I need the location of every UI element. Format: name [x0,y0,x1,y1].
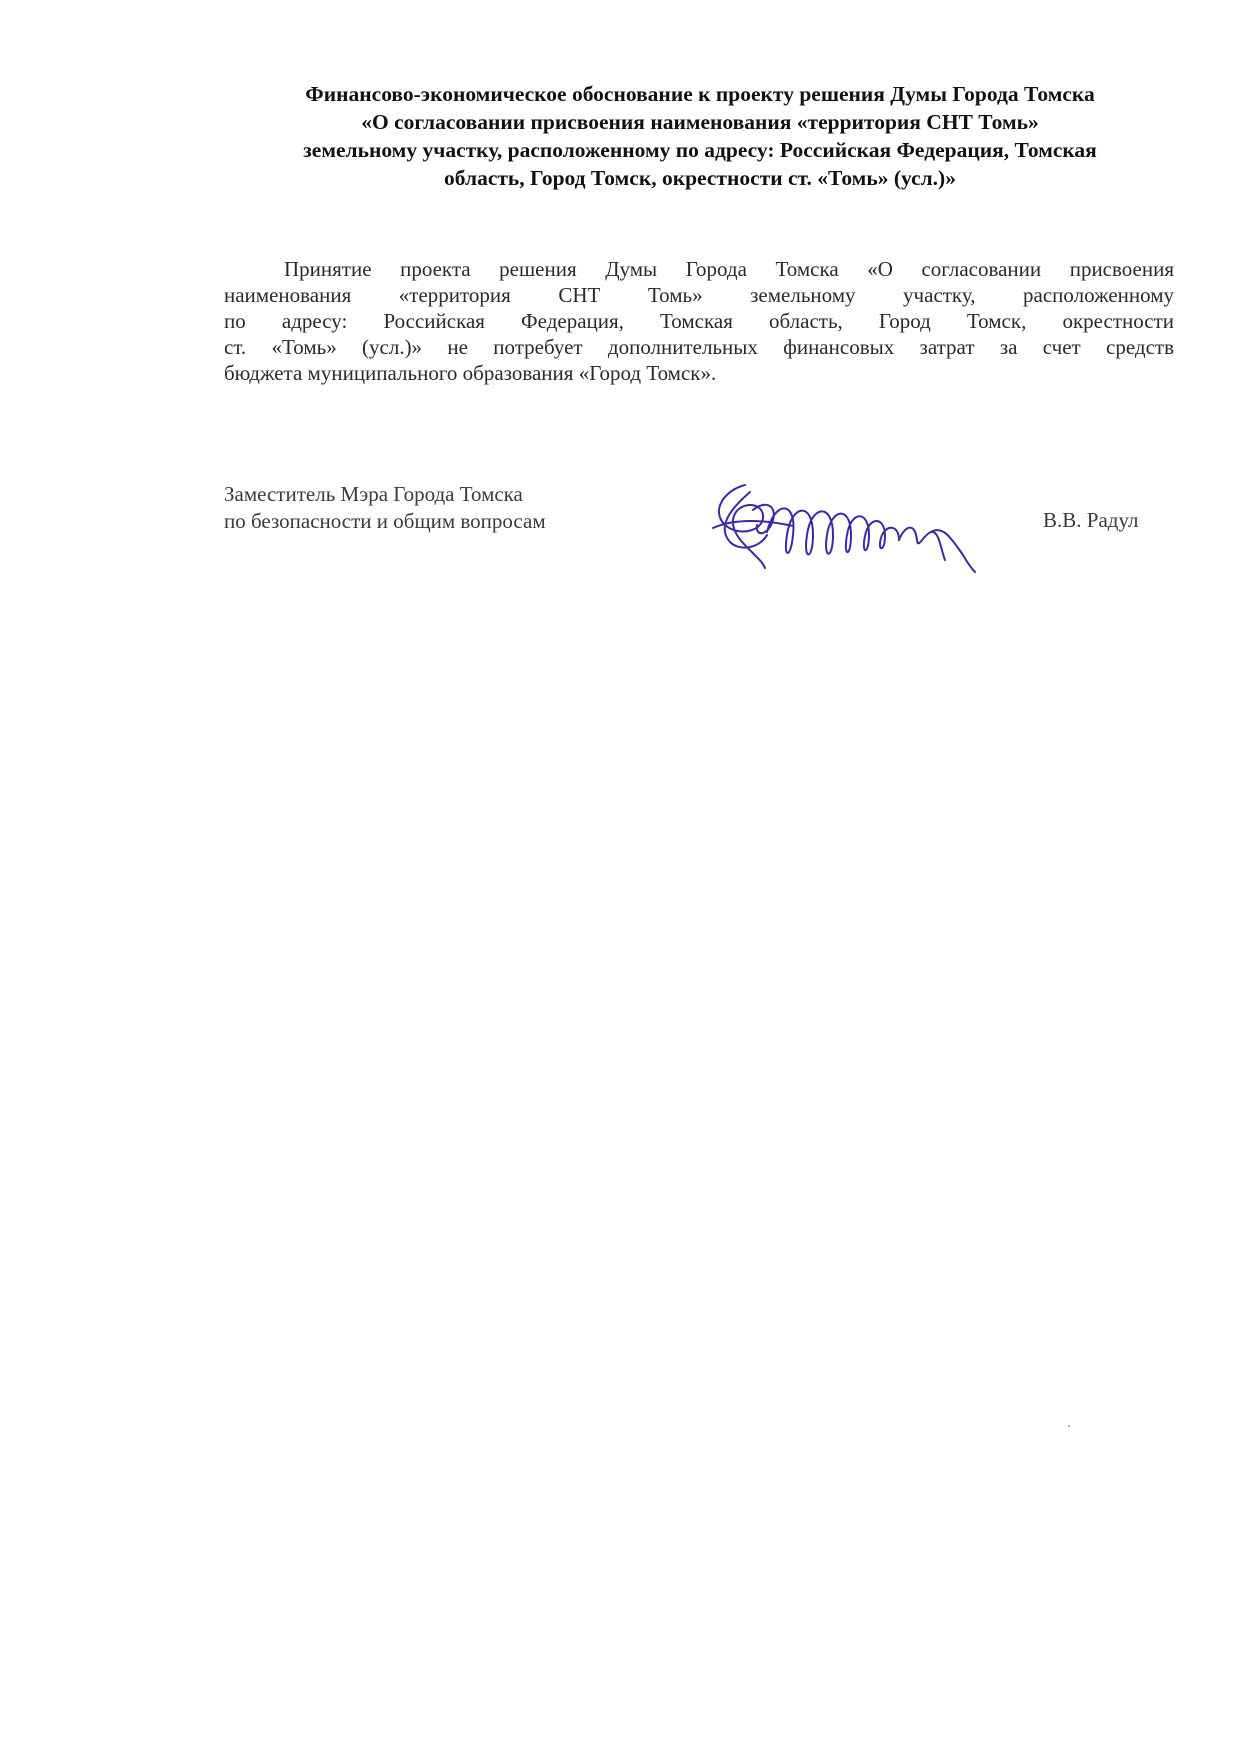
signer-position [224,481,546,535]
title-line: земельному участку, расположенному по адресу: Российская Федерация, Томская [303,138,1097,162]
signer-position-line: по безопасности и общим вопросам [224,509,546,533]
signer-position-line: Заместитель Мэра Города Томска [224,482,523,506]
body-line: наименования «территория СНТ Томь» земельному участку, расположенному [224,283,1174,307]
body-line: ст. «Томь» (усл.)» не потребует дополнительных финансовых затрат за счет средств [224,335,1174,359]
title-line: Финансово-экономическое обоснование к проекту решения Думы Города Томска [305,82,1095,106]
body-line: по адресу: Российская Федерация, Томская область, Город Томск, окрестности [224,309,1174,333]
handwritten-signature [705,480,1005,575]
signature-stroke [767,508,899,554]
body-line: Принятие проекта решения Думы Города Томска «О согласовании присвоения [284,257,1174,281]
scan-speck [1068,1425,1070,1427]
document-title [220,80,1180,192]
signature-stroke [899,528,945,560]
signature-stroke [725,492,767,548]
signer-name: В.В. Радул [1043,508,1139,532]
title-line: область, Город Томск, окрестности ст. «Томь» (усл.)» [444,166,956,190]
body-paragraph [224,256,1174,386]
body-line: бюджета муниципального образования «Город Томск». [224,361,717,385]
title-line: «О согласовании присвоения наименования «территория СНТ Томь» [361,110,1039,134]
